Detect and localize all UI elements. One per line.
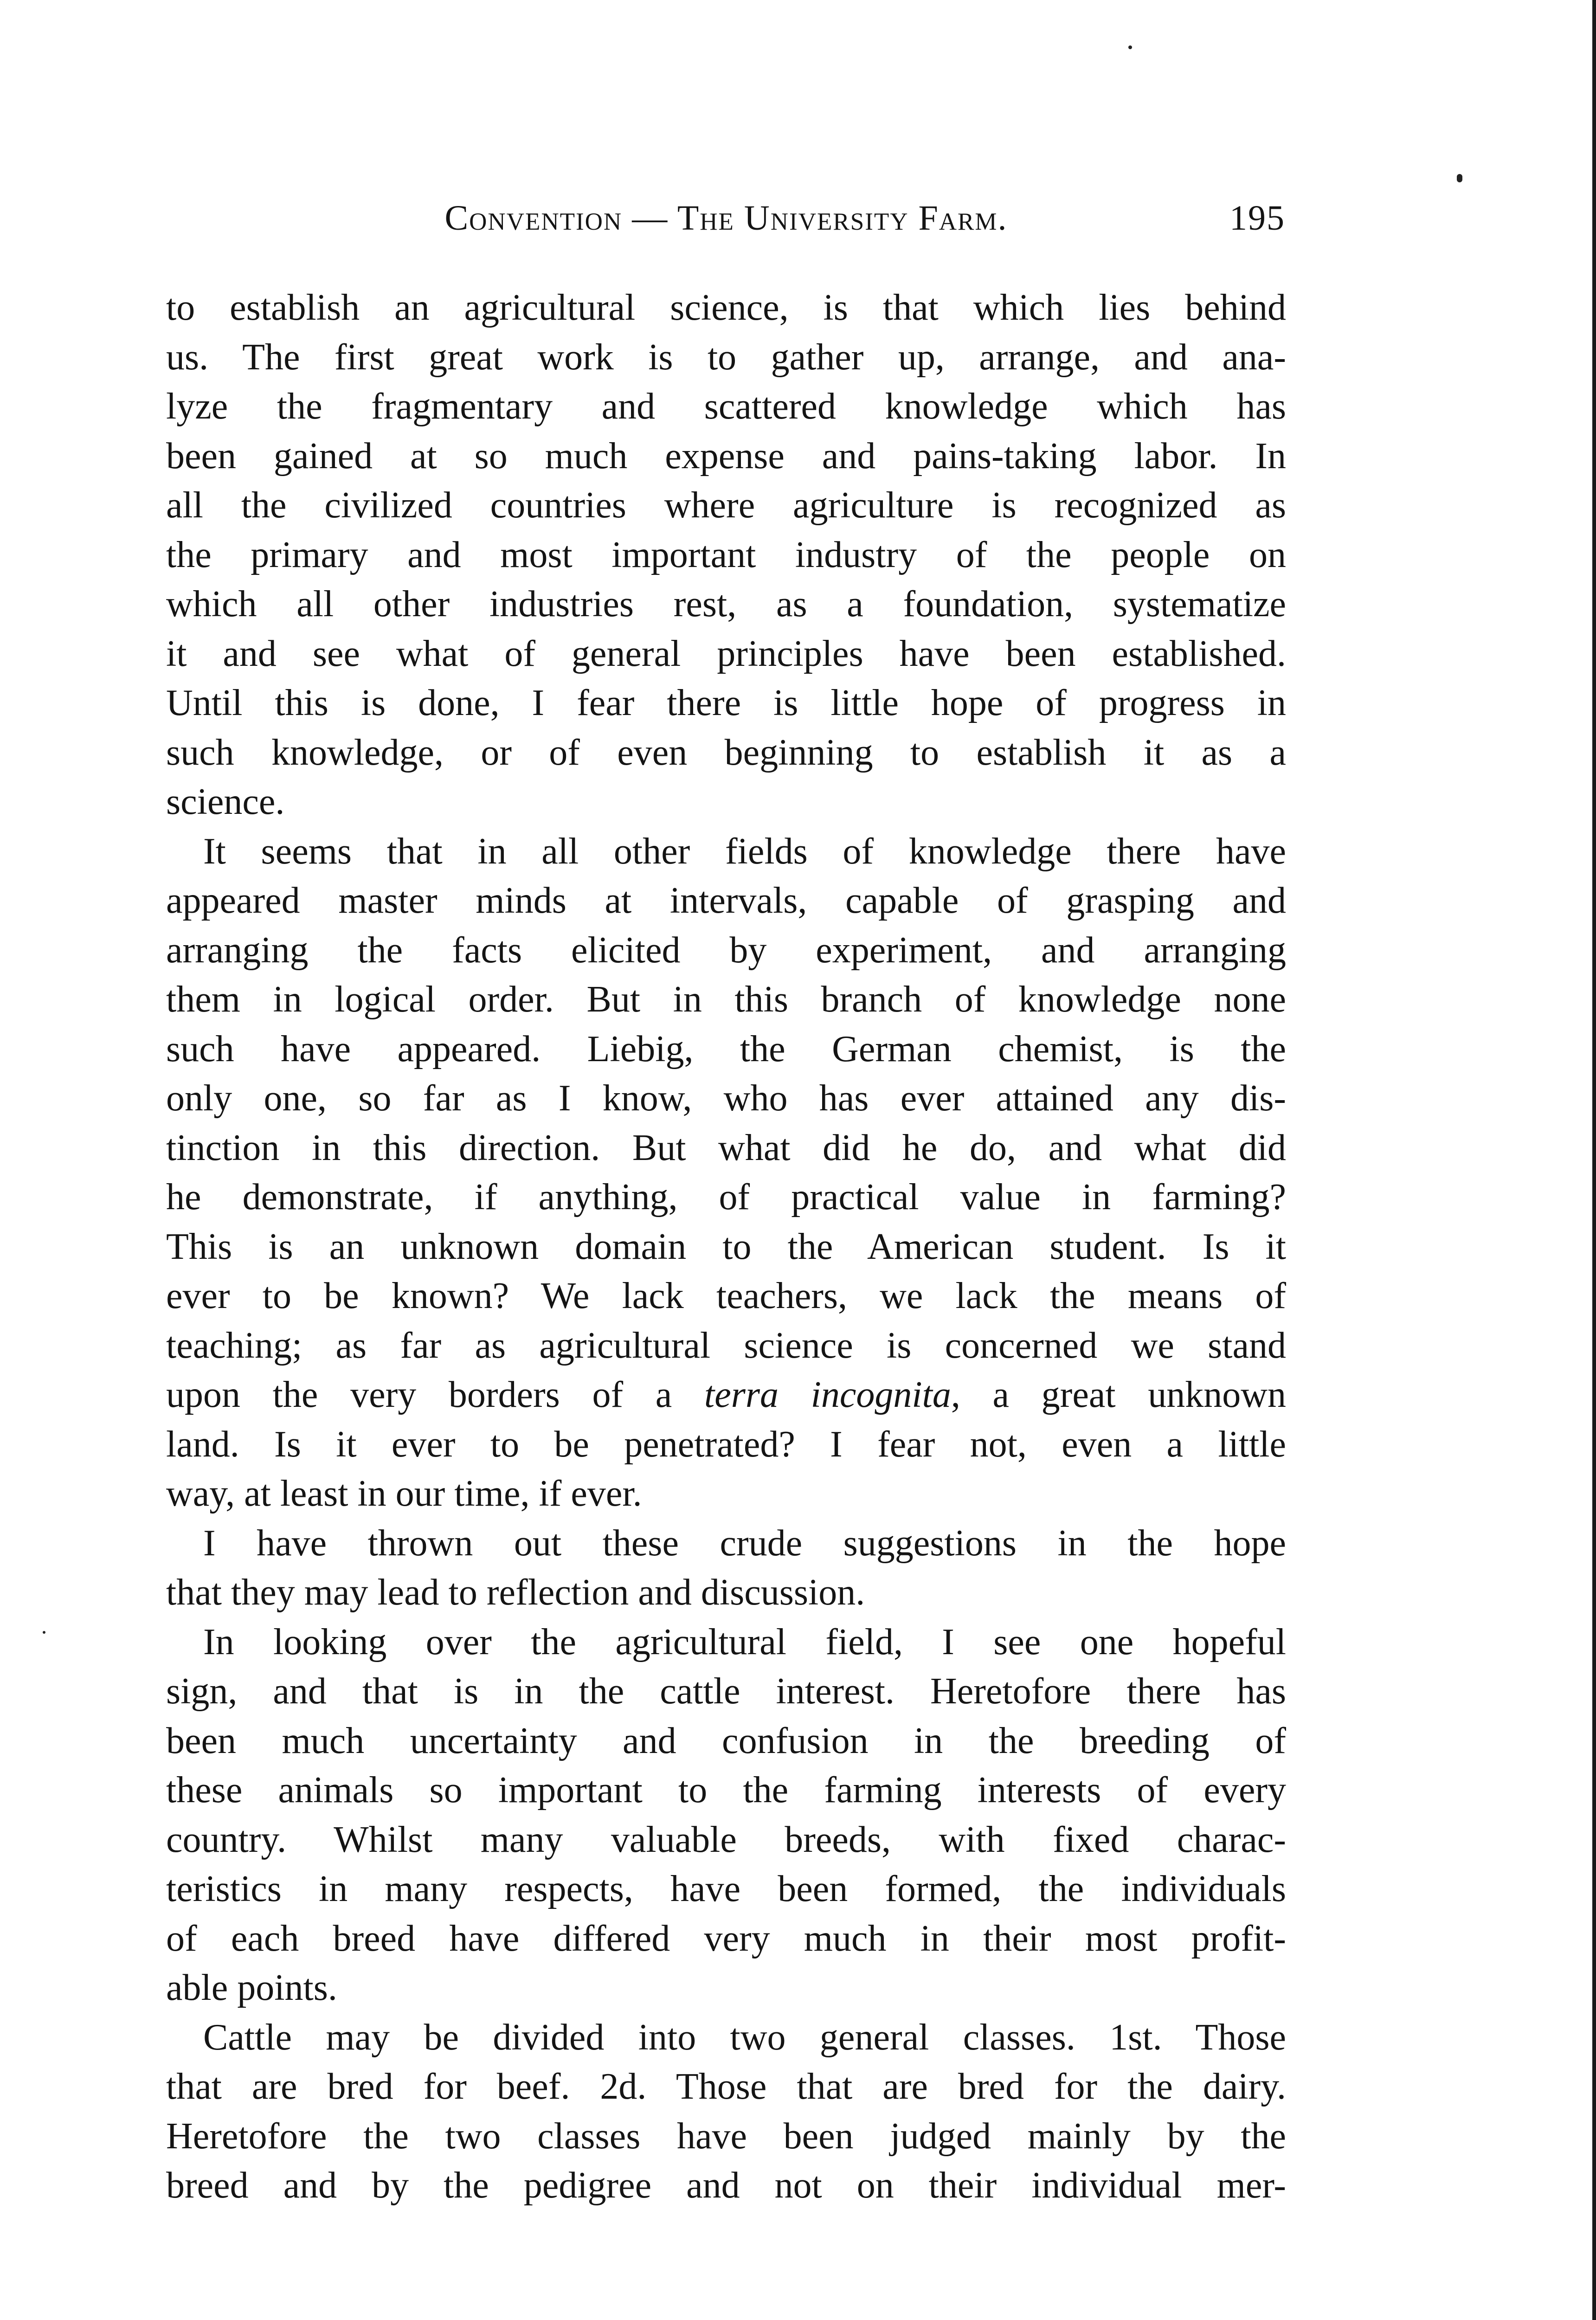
paragraph bbox=[166, 1618, 1286, 2013]
text-line: that they may lead to reflection and discussion. bbox=[166, 1572, 865, 1613]
text-line: able points. bbox=[166, 1967, 337, 2008]
page-number: 195 bbox=[1229, 199, 1285, 238]
text-line: been gained at so much expense and pains-taking labor. In bbox=[166, 435, 1286, 477]
paragraph bbox=[166, 1519, 1286, 1618]
text-line: us. The first great work is to gather up, arrange, and ana- bbox=[166, 336, 1286, 378]
text-line: I have thrown out these crude suggestions in the hope bbox=[203, 1522, 1286, 1564]
scan-speck bbox=[1128, 45, 1132, 49]
text-line: these animals so important to the farming interests of every bbox=[166, 1770, 1286, 1811]
text-line: it and see what of general principles have been established. bbox=[166, 633, 1286, 674]
text-line: sign, and that is in the cattle interest. Heretofore there has bbox=[166, 1671, 1286, 1712]
text-line: such knowledge, or of even beginning to establish it as a bbox=[166, 732, 1286, 773]
body-text bbox=[166, 283, 1286, 2210]
text-line-with-italic bbox=[166, 1370, 1286, 1420]
text-line: to establish an agricultural science, is that which lies behind bbox=[166, 287, 1286, 328]
text-line: which all other industries rest, as a foundation, systematize bbox=[166, 584, 1286, 625]
text-line: tinction in this direction. But what did he do, and what did bbox=[166, 1127, 1286, 1168]
text-line: breed and by the pedigree and not on their individual mer- bbox=[166, 2165, 1286, 2206]
text-segment: upon the very borders of a bbox=[166, 1374, 704, 1415]
text-line: In looking over the agricultural field, I see one hopeful bbox=[203, 1621, 1286, 1663]
text-line: way, at least in our time, if ever. bbox=[166, 1473, 642, 1514]
text-line: of each breed have differed very much in their most profit- bbox=[166, 1918, 1286, 1959]
text-line: ever to be known? We lack teachers, we lack the means of bbox=[166, 1276, 1286, 1316]
paragraph bbox=[166, 827, 1286, 1519]
text-line: them in logical order. But in this branch of knowledge none bbox=[166, 979, 1286, 1020]
text-line: the primary and most important industry of the people on bbox=[166, 534, 1286, 575]
text-line: country. Whilst many valuable breeds, with fixed charac- bbox=[166, 1819, 1286, 1860]
text-line: only one, so far as I know, who has ever attained any dis- bbox=[166, 1078, 1286, 1119]
text-line: science. bbox=[166, 781, 285, 822]
text-line: been much uncertainty and confusion in the breeding of bbox=[166, 1720, 1286, 1761]
text-line: land. Is it ever to be penetrated? I fear not, even a little bbox=[166, 1424, 1286, 1465]
text-line: that are bred for beef. 2d. Those that are bred for the dairy. bbox=[166, 2066, 1286, 2107]
text-line: arranging the facts elicited by experiment, and arranging bbox=[166, 929, 1286, 971]
text-line: all the civilized countries where agriculture is recognized as bbox=[166, 485, 1286, 526]
text-line: he demonstrate, if anything, of practical value in farming? bbox=[166, 1177, 1286, 1218]
paragraph bbox=[166, 2013, 1286, 2210]
scan-speck bbox=[1457, 174, 1462, 182]
text-line: teristics in many respects, have been formed, the individuals bbox=[166, 1869, 1286, 1909]
italic-phrase: terra incognita bbox=[704, 1374, 951, 1415]
scan-speck bbox=[43, 1631, 45, 1634]
text-line: Until this is done, I fear there is little hope of progress in bbox=[166, 683, 1286, 723]
text-line: such have appeared. Liebig, the German chemist, is the bbox=[166, 1028, 1286, 1070]
text-segment: , a great unknown bbox=[951, 1374, 1286, 1415]
running-head bbox=[167, 193, 1285, 244]
text-line: lyze the fragmentary and scattered knowledge which has bbox=[166, 386, 1286, 427]
text-line: This is an unknown domain to the American student. Is it bbox=[166, 1226, 1286, 1267]
running-title: Convention — The University Farm. bbox=[444, 199, 1008, 238]
text-line: appeared master minds at intervals, capable of grasping and bbox=[166, 880, 1286, 921]
paragraph bbox=[166, 283, 1286, 827]
text-line: Cattle may be divided into two general classes. 1st. Those bbox=[203, 2017, 1286, 2058]
text-line: teaching; as far as agricultural science is concerned we stand bbox=[166, 1325, 1286, 1366]
text-line: It seems that in all other fields of knowledge there have bbox=[203, 831, 1286, 872]
text-line: Heretofore the two classes have been judged mainly by the bbox=[166, 2115, 1286, 2157]
